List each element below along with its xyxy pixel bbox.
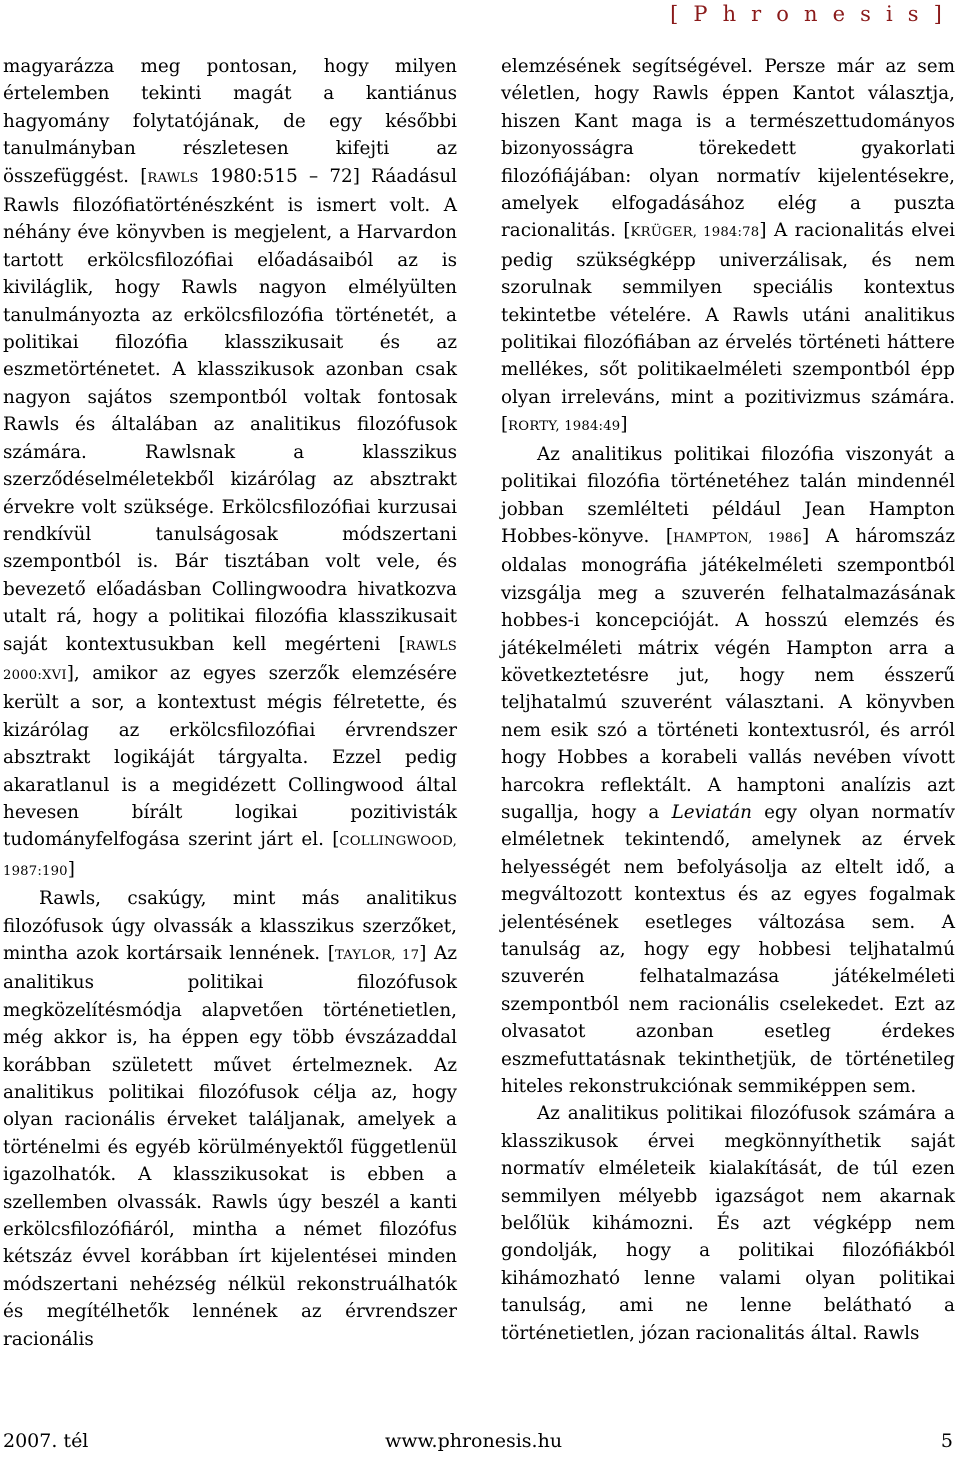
text-run: ] — [67, 858, 75, 880]
text-run: Az analitikus politikai filozófusok számára a klasszikusok érvei megkönnyíthetik saját normatív elméleteik kialakítását, de túl ezen semmilyen mélyebb igazságot nem akarnak belőlük kihámozni. És azt végképp nem gondolják, hogy a politikai filozófiákból kihámozható lenne valami olyan politikai tanulság, ami ne lenne belátható a történetietlen, józan racionalitás által. Rawls — [501, 1103, 955, 1344]
left-column — [3, 53, 457, 1353]
book-title: Leviatán — [671, 801, 752, 823]
issue-label: 2007. tél — [3, 1430, 89, 1452]
journal-header: [ P h r o n e s i s ] — [670, 2, 946, 26]
text-run: ] A háromszáz oldalas monográfia játékelméleti szempontból vizsgálja meg a szuverén felhatalmazásának hobbes-i koncepcióját. A hosszú elemzés és játékelméleti mátrix végén Hampton arra a következtetésre jut, hogy nem ésszerű teljhatalmú szuverént választani. A könyvben nem esik szó a történeti kontextusról, és arról hogy Hobbes a korabeli vallás nevében vívott harcokra reflektált. A hamptoni analízis azt sugallja, hogy a — [501, 525, 956, 823]
citation: KRÜGER, 1984:78 — [630, 225, 760, 241]
text-run: ] — [620, 414, 628, 436]
citation: RAWLS — [147, 170, 199, 186]
citation: COLLINGWOOD, 1987:190 — [3, 834, 457, 879]
text-run: elemzésének segítségével. Persze már az sem véletlen, hogy Rawls éppen Kantot választja, hiszen Kant maga is a természettudományos bizonyosságra törekedett gyakorlati filozófiájában: olyan normatív kijelentésekre, amelyek elfogadásához elég a puszta racionalitás. [ — [501, 56, 955, 242]
text-run: magyarázza meg pontosan, hogy milyen értelemben tekinti magát a kantiánus hagyomány folytatójának, de egy későbbi tanulmányban részletesen kifejti az összefüggést. [ — [3, 56, 457, 187]
right-paragraph-2 — [501, 441, 955, 1101]
citation: RORTY, 1984:49 — [508, 419, 621, 435]
left-paragraph-2 — [3, 885, 457, 1353]
left-paragraph-1 — [3, 53, 457, 885]
citation: RAWLS — [405, 638, 457, 654]
text-run: Rawls, csakúgy, mint más analitikus filozófusok úgy olvassák a klasszikus szerzőket, mintha azok kortársaik lennének. [ — [3, 888, 457, 964]
text-run: ] A racionalitás elvei pedig szükségképp univerzálisak, és nem szorulnak semmilyen speciális kontextus tekintetbe vételére. A Rawls utáni analitikus politikai filozófiában az érvelés történeti háttere mellékes, sőt politikaelméleti szempontból épp olyan irreleváns, mint a pozitivizmus számára. [ — [501, 220, 955, 436]
text-run: ], amikor az egyes szerzők elemzésére került a sor, a kontextust mégis félretette, és kizárólag az erkölcsfilozófiai érvrendszer absztrakt logikáját tárgyalta. Ezzel pedig akaratlanul is a megidézett Collingwood által hevesen bírált logikai pozitivisták tudományfelfogása szerint járt el. [ — [3, 662, 457, 851]
citation: TAYLOR, 17 — [334, 948, 420, 963]
text-run: egy olyan normatív elméletnek tekintendő, amelynek az érvek helyességét nem befolyásolja az eltelt idő, a megváltozott kontextus és az egyes fogalmak jelentésének esetleges változása sem. A tanulság az, hogy egy hobbesi teljhatalmú szuverén felhatalmazása játékelméleti szempontból nem racionális cselekedet. Ezt az olvasatot azonban esetleg érdekes eszmefuttatásnak tekinthetjük, de történetileg hiteles rekonstrukciónak semmiképpen sem. — [501, 801, 955, 1098]
text-run: Az analitikus politikai filozófia viszonyát a politikai filozófia történetéhez talán mindennél jobban szemlélteti például Jean Hampton Hobbes-könyve. [ — [501, 443, 955, 547]
right-paragraph-3 — [501, 1100, 955, 1347]
text-run: 1980:515 – 72] Ráadásul Rawls filozófiatörténészként is ismert volt. A néhány éve könyvben is megjelent, a Harvardon tartott erkölcsfilozófiai előadásaiból az is kiviláglik, hogy Rawls nagyon elmélyülten tanulmányozta az erkölcsfilozófia történetét, a politikai filozófia klasszikusait és az eszmetörténetet. A klasszikusok azonban csak nagyon sajátos szempontból voltak fontosak Rawls és általában az analitikus filozófusok számára. Rawlsnak a klasszikus szerződéselméletekből kizárólag az absztrakt érvekre volt szüksége. Erkölcsfilozófiai kurzusai rendkívül tanulságosak módszertani szempontból is. Bár tisztában volt vele, és bevezető előadásban Collingwoodra hivatkozva utalt rá, hogy a politikai filozófia klasszikusait saját kontextusukban kell megérteni [ — [3, 165, 457, 655]
right-paragraph-1 — [501, 53, 955, 441]
citation: HAMPTON, 1986 — [673, 530, 802, 546]
page-number: 5 — [940, 1430, 953, 1452]
right-column — [501, 53, 955, 1347]
text-run: ] Az analitikus politikai filozófusok megközelítésmódja alapvetően történetietlen, még akkor is, ha éppen egy több évszázaddal korábban született művet értelmeznek. Az analitikus politikai filozófusok célja az, hogy olyan racionális érveket találjanak, amelyek a történelmi és egyéb körülményektől függetlenül igazolhatók. A klasszikusokat is ebben a szellemben olvassák. Rawls úgy beszél a kanti erkölcsfilozófiáról, mintha a német filozófus kétszáz évvel korábban írt kijelentései minden módszertani nehézség nélkül rekonstruálhatók és megítélhetők lennének az érvrendszer racionális — [3, 943, 457, 1350]
citation: 2000:XVI — [3, 667, 67, 683]
website-url: www.phronesis.hu — [385, 1430, 563, 1452]
